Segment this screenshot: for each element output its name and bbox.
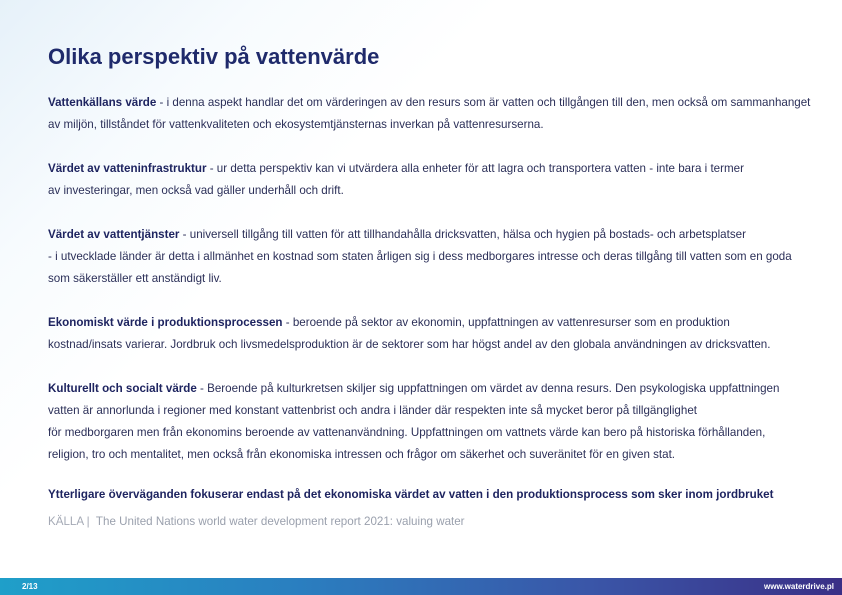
section-heading: Vattenkällans värde [48, 96, 157, 109]
section-infrastructure-value [48, 158, 834, 202]
section-text: kostnad/insats varierar. Jordbruk och livsmedelsproduktion är de sektorer som har högst andel av den globala användningen av dricksvatten. [48, 338, 771, 351]
section-cultural-social-value [48, 378, 834, 466]
section-text: - Beroende på kulturkretsen skiljer sig uppfattningen om värdet av denna resurs. Den psykologiska uppfattningen [196, 382, 780, 395]
section-heading: Kulturellt och socialt värde [48, 382, 197, 395]
section-heading: Värdet av vattentjänster [48, 228, 180, 241]
section-water-services-value [48, 224, 834, 290]
section-heading: Ekonomiskt värde i produktionsprocessen [48, 316, 283, 329]
section-text: av miljön, tillståndet för vattenkvaliteten och ekosystemtjänsternas inverkan på vattenresurserna. [48, 118, 544, 131]
website-link[interactable]: www.waterdrive.pl [764, 582, 834, 591]
section-text: av investeringar, men också vad gäller underhåll och drift. [48, 184, 344, 197]
section-text: - ur detta perspektiv kan vi utvärdera alla enheter för att lagra och transportera vatten - inte bara i termer [206, 162, 744, 175]
page-title: Olika perspektiv på vattenvärde [48, 44, 380, 69]
section-economic-value [48, 312, 834, 356]
source-label: KÄLLA | [48, 515, 90, 528]
section-water-source-value [48, 92, 834, 136]
section-text: - i utvecklade länder är detta i allmänhet en kostnad som staten årligen sig i dess medborgares intresse och deras tillgång till vatten som en goda [48, 250, 792, 263]
source-citation [48, 515, 834, 528]
section-text: - i denna aspekt handlar det om värderingen av den resurs som är vatten och tillgången till den, men också om sammanhanget [156, 96, 811, 109]
section-text: - universell tillgång till vatten för att tillhandahålla dricksvatten, hälsa och hygien på bostads- och arbetsplatser [179, 228, 746, 241]
source-text: The United Nations world water development report 2021: valuing water [95, 515, 465, 528]
final-note: Ytterligare överväganden fokuserar endast på det ekonomiska värdet av vatten i den produktionsprocess som sker inom jordbruket [48, 488, 774, 501]
footer-bar [0, 578, 842, 595]
section-text: - beroende på sektor av ekonomin, uppfattningen av vattenresurser som en produktion [282, 316, 730, 329]
section-text: religion, tro och mentalitet, men också från ekonomiska intressen och frågor om säkerhet och suveränitet för en given stat. [48, 448, 676, 461]
section-heading: Värdet av vatteninfrastruktur [48, 162, 207, 175]
content [48, 92, 834, 528]
section-text: för medborgaren men från ekonomins beroende av vattenanvändning. Uppfattningen om vattnets värde kan bero på historiska förhållanden, [48, 426, 766, 439]
section-text: vatten är annorlunda i regioner med konstant vattenbrist och andra i länder där respekten inte så mycket beror på tillgänglighet [48, 404, 697, 417]
section-text: som säkerställer ett anständigt liv. [48, 272, 222, 285]
page-number: 2/13 [22, 582, 38, 591]
